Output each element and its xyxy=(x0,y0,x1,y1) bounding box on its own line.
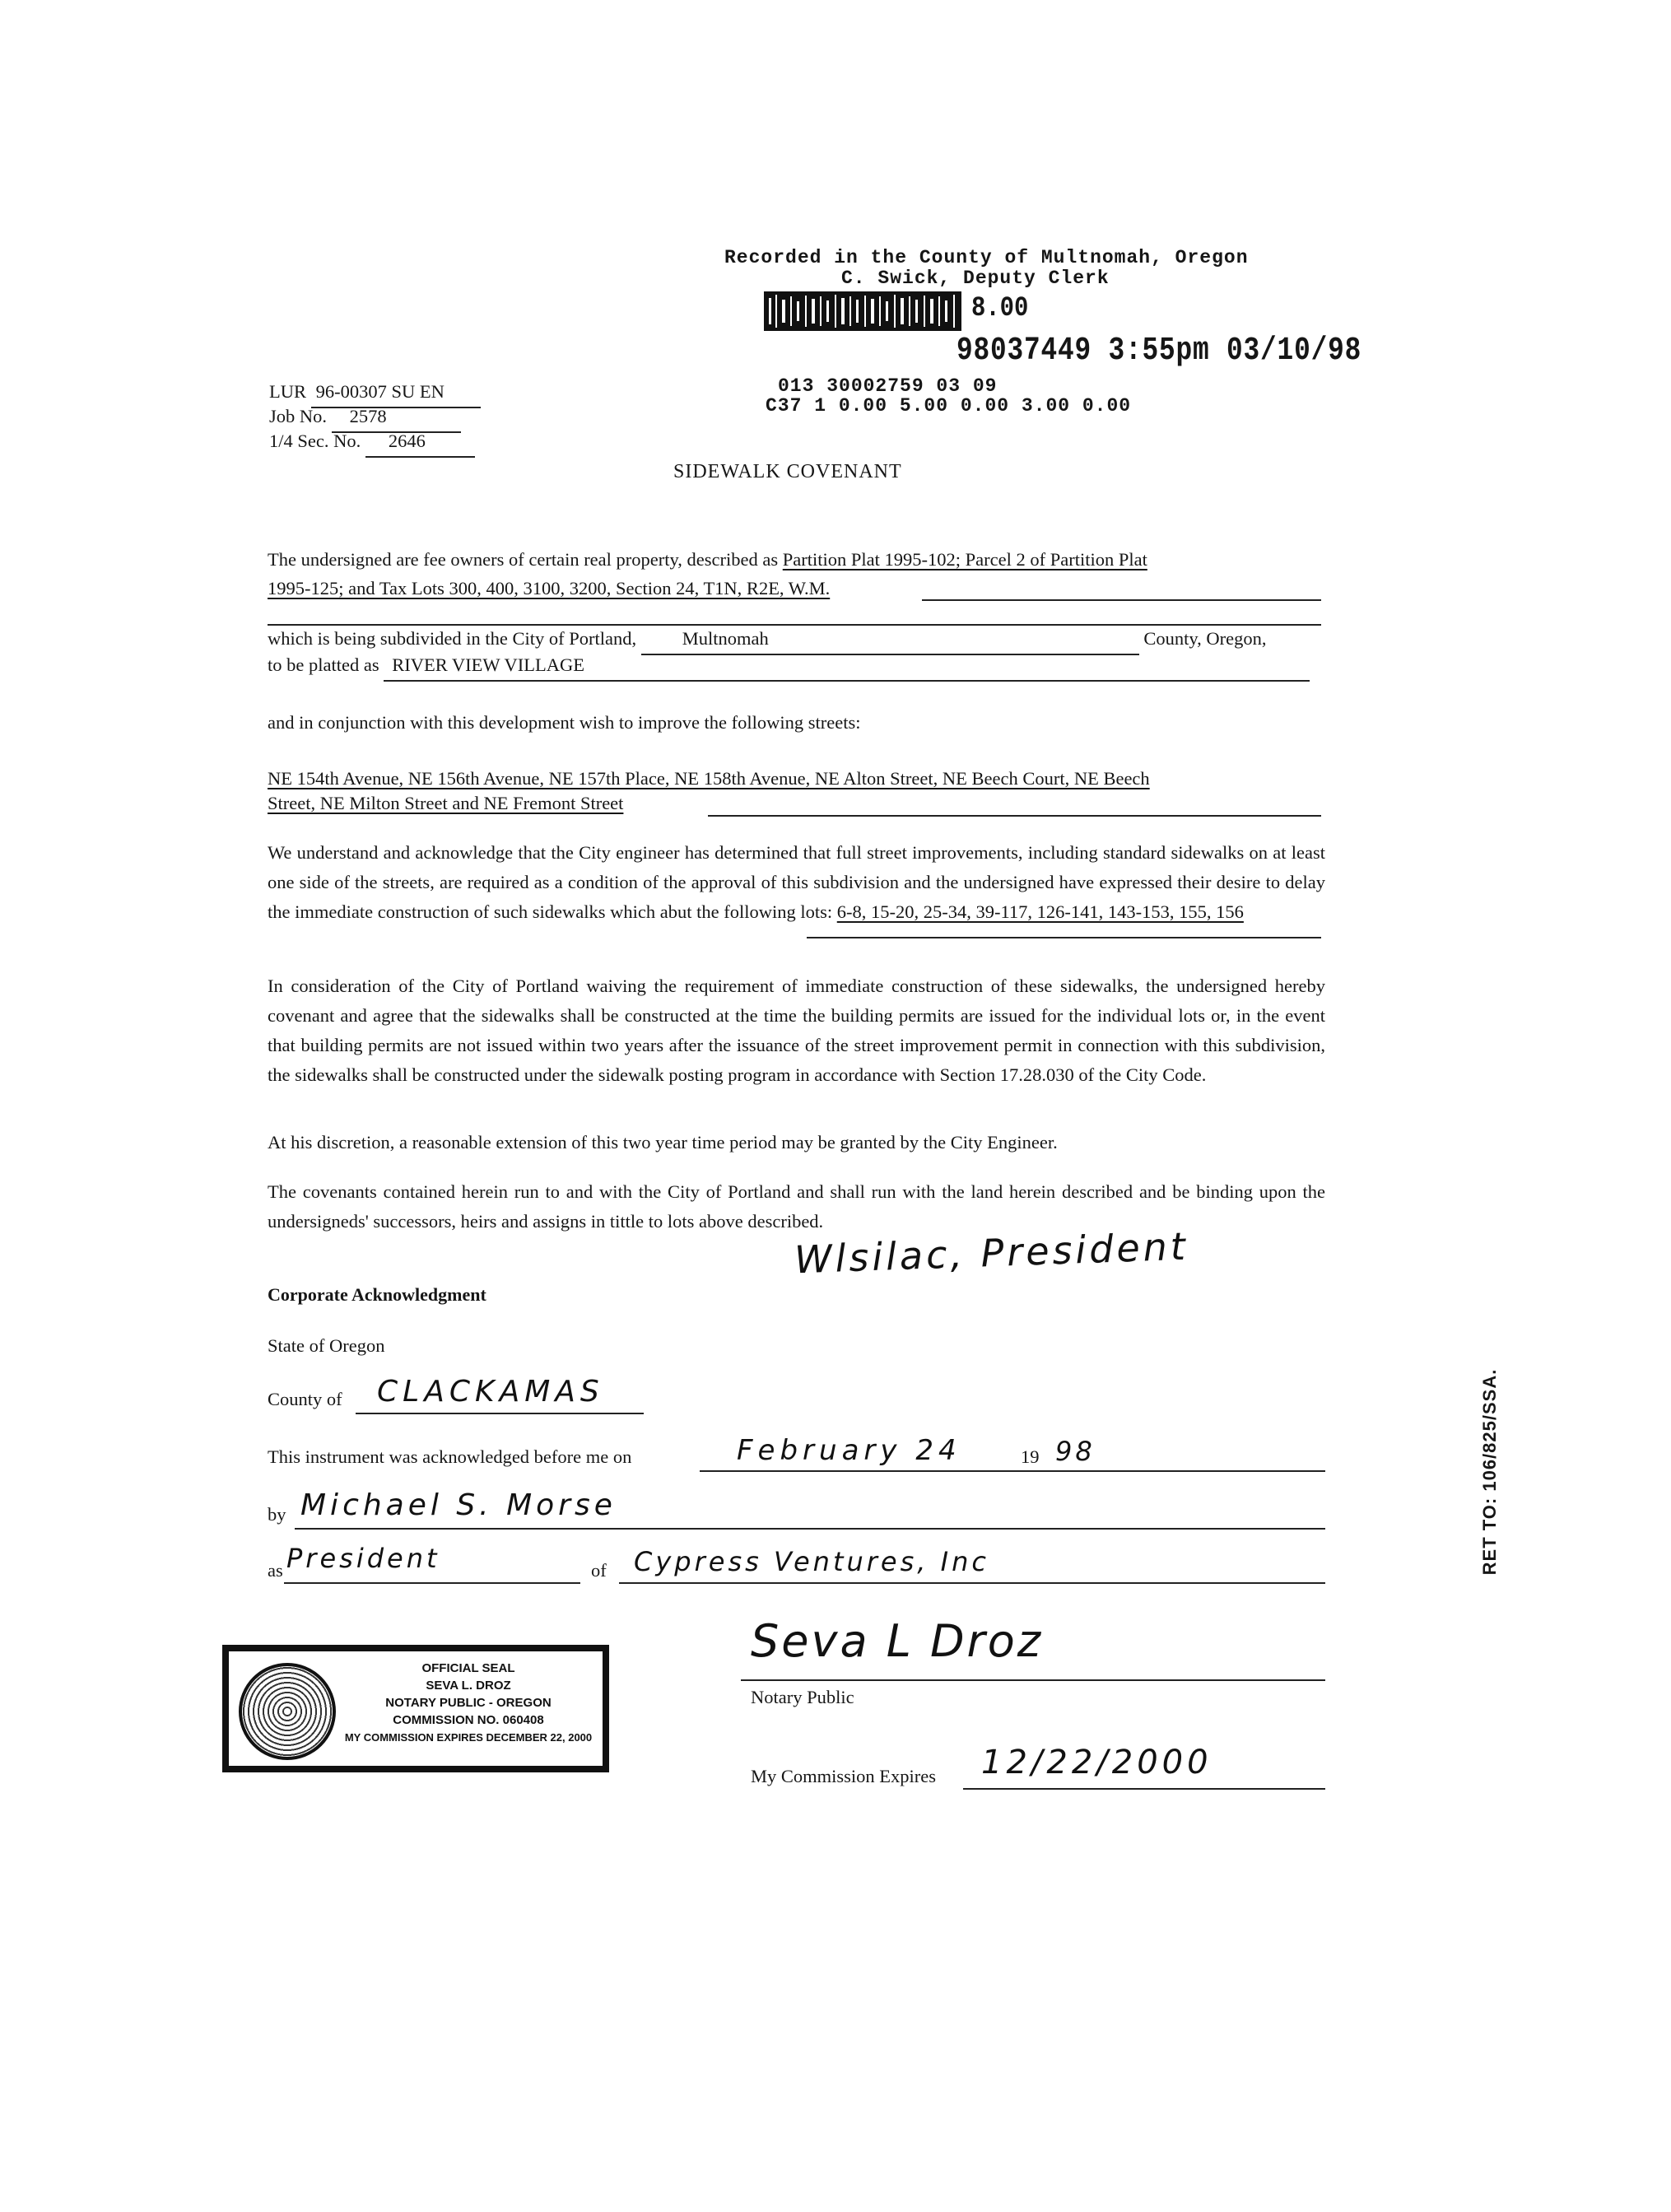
county-rule xyxy=(356,1413,644,1414)
subdivision-county: Multnomah xyxy=(641,624,1139,655)
expires-value: 12/22/2000 xyxy=(981,1744,1213,1781)
seal-line-5: MY COMMISSION EXPIRES DECEMBER 22, 2000 xyxy=(344,1731,593,1744)
recording-doc-number: 98037449 3:55pm 03/10/98 xyxy=(957,333,1362,370)
property-line-2-rule xyxy=(922,599,1321,601)
lur-label: LUR xyxy=(269,381,306,402)
state-line: State of Oregon xyxy=(268,1335,385,1356)
property-line-2: 1995-125; and Tax Lots 300, 400, 3100, 3200, Section 24, T1N, R2E, W.M. xyxy=(268,578,831,598)
document-title: SIDEWALK COVENANT xyxy=(673,461,902,482)
ack-date-rule xyxy=(700,1470,1325,1472)
ack-date: February 24 xyxy=(737,1434,961,1467)
job-label: Job No. xyxy=(269,406,328,426)
as-value: President xyxy=(286,1543,440,1574)
section-label: 1/4 Sec. No. xyxy=(269,431,361,451)
seal-line-1: OFFICIAL SEAL xyxy=(421,1661,515,1675)
recording-line-2: C. Swick, Deputy Clerk xyxy=(841,268,1110,289)
recording-line-1: Recorded in the County of Multnomah, Oregon xyxy=(724,247,1249,268)
lots-label: lots: xyxy=(800,901,833,922)
as-label: as xyxy=(268,1560,283,1581)
acknowledge-text: We understand and acknowledge that the City engineer has determined that full street improvements, including standard sidewalks on at least one side of the streets, are required as a condition of the approval of this subdivision and the undersigned have expressed their desire to delay the immediate construction of such sidewalks which abut the following xyxy=(268,842,1325,922)
seal-line-2: SEVA L. DROZ xyxy=(426,1679,511,1693)
seal-line-3: NOTARY PUBLIC - OREGON xyxy=(385,1696,552,1710)
oregon-seal-emblem xyxy=(239,1663,336,1760)
owner-signature: Wlsilac, President xyxy=(794,1223,1189,1283)
by-label: by xyxy=(268,1504,286,1525)
as-rule xyxy=(284,1582,580,1584)
job-value: 2578 xyxy=(332,402,461,433)
notary-label: Notary Public xyxy=(751,1687,854,1707)
of-rule xyxy=(619,1582,1325,1584)
platted-row xyxy=(268,650,1310,682)
covenants-paragraph: The covenants contained herein run to and with the City of Portland and shall run with the land herein described and be binding upon the undersigneds' successors, heirs and assigns in tittle to lots above described. xyxy=(268,1181,1325,1232)
lots-value: 6-8, 15-20, 25-34, 39-117, 126-141, 143-153, 155, 156 xyxy=(836,901,1244,922)
county-value: CLACKAMAS xyxy=(377,1375,604,1409)
ack-year-prefix: 19 xyxy=(1021,1446,1040,1467)
streets-line-2: Street, NE Milton Street and NE Fremont Street xyxy=(268,793,624,813)
platted-label: to be platted as xyxy=(268,654,379,675)
recording-fee: 8.00 xyxy=(971,293,1029,324)
property-lead: The undersigned are fee owners of certain real property, described as xyxy=(268,549,779,570)
streets-line-2-rule xyxy=(708,815,1321,817)
section-row xyxy=(269,426,475,458)
ack-year: 98 xyxy=(1055,1436,1096,1467)
notary-signature: Seva L Droz xyxy=(751,1615,1044,1667)
property-line-1: Partition Plat 1995-102; Parcel 2 of Partition Plat xyxy=(782,549,1147,570)
lots-rule xyxy=(807,937,1321,938)
official-seal xyxy=(222,1645,609,1772)
recording-line-5: C37 1 0.00 5.00 0.00 3.00 0.00 xyxy=(766,395,1132,417)
of-value: Cypress Ventures, Inc xyxy=(634,1546,989,1577)
subdivision-lead: which is being subdivided in the City of Portland, xyxy=(268,628,637,649)
expires-rule xyxy=(963,1788,1325,1790)
ack-date-row xyxy=(268,1442,631,1472)
lur-value: 96-00307 SU EN xyxy=(311,377,481,408)
return-to-note: RET TO: 106/825/SSA. xyxy=(1479,1368,1500,1576)
subdivision-county-suffix: County, Oregon, xyxy=(1143,628,1267,649)
expires-label: My Commission Expires xyxy=(751,1766,937,1786)
platted-value: RIVER VIEW VILLAGE xyxy=(384,650,1310,682)
barcode xyxy=(764,291,961,331)
ack-label: This instrument was acknowledged before me on xyxy=(268,1446,632,1467)
acknowledge-paragraph xyxy=(268,838,1325,927)
extension-paragraph: At his discretion, a reasonable extension of this two year time period may be granted by the City Engineer. xyxy=(268,1132,1058,1153)
by-value: Michael S. Morse xyxy=(300,1488,617,1522)
streets-intro: and in conjunction with this development wish to improve the following streets: xyxy=(268,712,861,733)
property-description xyxy=(268,545,1325,575)
county-label: County of xyxy=(268,1389,342,1409)
by-rule xyxy=(295,1528,1325,1530)
acknowledgment-heading: Corporate Acknowledgment xyxy=(268,1284,486,1305)
recording-line-4: 013 30002759 03 09 xyxy=(778,375,998,397)
section-value: 2646 xyxy=(365,426,475,458)
county-row xyxy=(268,1385,342,1414)
seal-line-4: COMMISSION NO. 060408 xyxy=(393,1713,544,1727)
consideration-paragraph: In consideration of the City of Portland waiving the requirement of immediate construction of these sidewalks, the undersigned hereby covenant and agree that the sidewalks shall be constructed at the time the building permits are issued for the individual lots or, in the event that building permits are not issued within two years after the issuance of the street improvement permit in connection with this subdivision, the sidewalks shall be constructed under the sidewalk posting program in accordance with Section 17.28.030 of the City Code. xyxy=(268,976,1325,1085)
notary-rule xyxy=(741,1679,1325,1681)
streets-line-1: NE 154th Avenue, NE 156th Avenue, NE 157th Place, NE 158th Avenue, NE Alton Street, NE Beech Court, NE Beech xyxy=(268,768,1150,789)
of-label: of xyxy=(591,1560,607,1581)
